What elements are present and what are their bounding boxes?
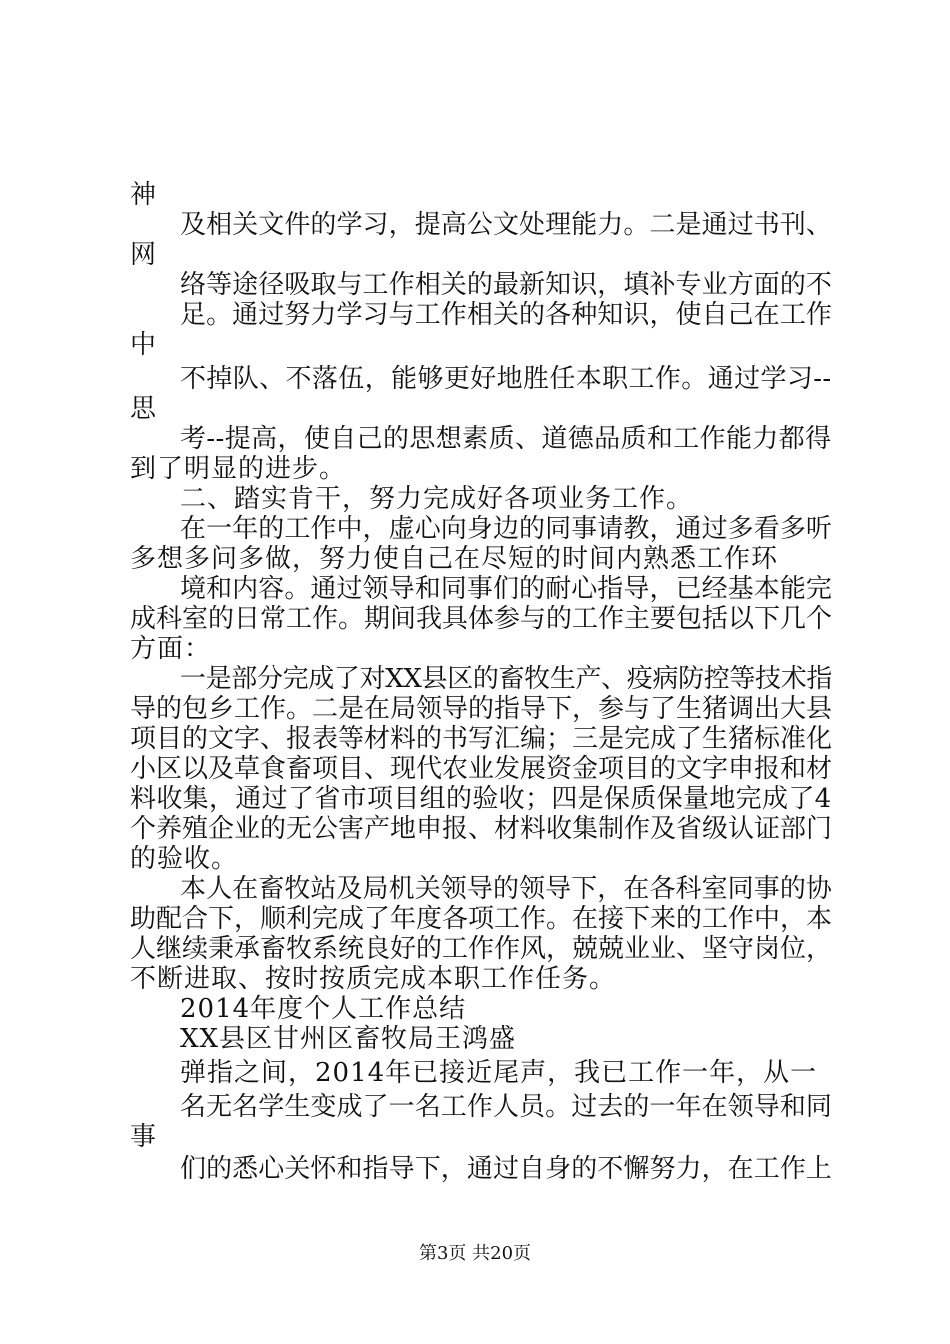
section-heading: 二、踏实肯干，努力完成好各项业务工作。 [180,484,694,514]
text-line: 网 [130,240,158,270]
text-line: 络等途径吸取与工作相关的最新知识，填补专业方面的不 [180,270,833,300]
text-line: 多想多问多做，努力使自己在尽短的时间内熟悉工作环 [130,544,779,574]
text-line: 方面： [130,634,212,664]
text-line: 助配合下，顺利完成了年度各项工作。在接下来的工作中，本 [130,904,833,934]
text-line: 的验收。 [130,844,239,874]
text-line: 及相关文件的学习，提高公文处理能力。二是通过书刊、 [180,210,833,240]
text-line: 足。通过努力学习与工作相关的各种知识，使自己在工作 [180,300,833,330]
text-line: 小区以及草食畜项目、现代农业发展资金项目的文字申报和材 [130,754,833,784]
text-line: 们的悉心关怀和指导下，通过自身的不懈努力，在工作上 [180,1154,833,1184]
text-line: 一是部分完成了对XX县区的畜牧生产、疫病防控等技术指 [180,664,833,694]
text-line: 导的包乡工作。二是在局领导的指导下，参与了生猪调出大县 [130,694,833,724]
author-line: XX县区甘州区畜牧局王鸿盛 [180,1024,517,1054]
text-line: 境和内容。通过领导和同事们的耐心指导，已经基本能完 [180,574,833,604]
text-line: 项目的文字、报表等材料的书写汇编；三是完成了生猪标准化 [130,724,833,754]
text-line: 在一年的工作中，虚心向身边的同事请教，通过多看多听 [180,514,833,544]
text-line: 人继续秉承畜牧系统良好的工作作风，兢兢业业、坚守岗位， [130,934,833,964]
text-line: 到了明显的进步。 [130,454,347,484]
text-line: 事 [130,1122,158,1152]
text-line: 个养殖企业的无公害产地申报、材料收集制作及省级认证部门 [130,814,833,844]
page-number-footer: 第3页 共20页 [418,1243,532,1264]
text-line: 料收集，通过了省市项目组的验收；四是保质保量地完成了4 [130,784,832,814]
document-title: 2014年度个人工作总结 [180,994,467,1024]
text-line: 弹指之间，2014年已接近尾声，我已工作一年，从一 [180,1058,818,1088]
text-line: 中 [130,330,158,360]
text-line: 成科室的日常工作。期间我具体参与的工作主要包括以下几个 [130,604,833,634]
text-line: 本人在畜牧站及局机关领导的领导下，在各科室同事的协 [180,874,833,904]
text-line: 名无名学生变成了一名工作人员。过去的一年在领导和同 [180,1092,833,1122]
text-line: 不断进取、按时按质完成本职工作任务。 [130,964,617,994]
text-line: 思 [130,394,158,424]
text-line: 神 [130,180,158,210]
text-line: 考--提高，使自己的思想素质、道德品质和工作能力都得 [180,424,832,454]
text-line: 不掉队、不落伍，能够更好地胜任本职工作。通过学习-- [180,364,832,394]
